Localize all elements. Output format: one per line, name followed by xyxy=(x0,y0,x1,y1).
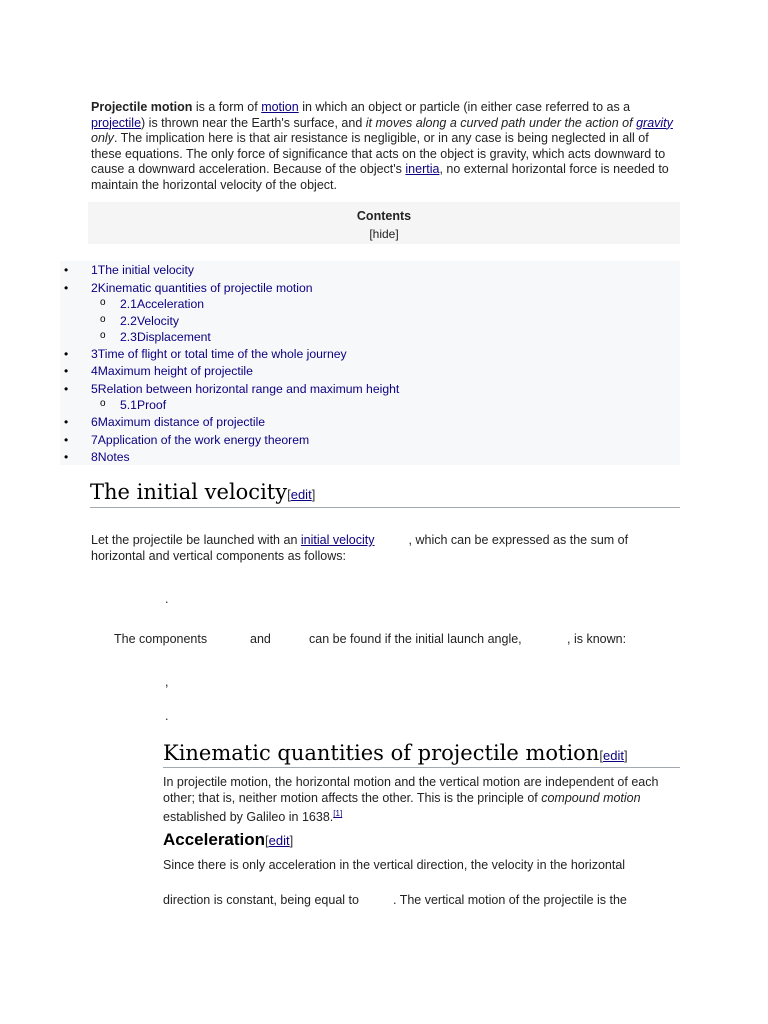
section-heading-initial-velocity xyxy=(90,480,315,504)
toc-item-number: 8 xyxy=(91,450,98,464)
link-projectile[interactable]: projectile xyxy=(91,115,142,130)
bullet-icon: • xyxy=(64,263,69,277)
toc-item-label: Velocity xyxy=(136,314,179,328)
link-motion[interactable]: motion xyxy=(261,100,299,114)
heading-rule xyxy=(90,507,680,508)
intro-text: ) is thrown near the Earth's surface, and xyxy=(141,115,366,130)
edit-link[interactable]: edit xyxy=(290,487,312,502)
bullet-icon: • xyxy=(64,450,69,464)
formula-period: . xyxy=(165,592,169,606)
link-gravity[interactable]: gravity xyxy=(636,115,673,130)
bracket: [ xyxy=(287,487,291,502)
bracket: [ xyxy=(265,833,269,848)
components-text: The components xyxy=(114,632,208,646)
toc-item-label: Application of the work energy theorem xyxy=(97,433,310,447)
bullet-icon: • xyxy=(64,281,69,295)
intro-text: in which an object or particle (in either case referred to as a xyxy=(298,100,631,114)
toc-item-label: Notes xyxy=(97,450,130,464)
para-text: Let the projectile be launched with an xyxy=(91,533,301,547)
toc-item-number: 7 xyxy=(91,433,98,447)
edit-section-link[interactable] xyxy=(287,487,315,502)
bracket: [ xyxy=(599,748,603,763)
bullet-icon: • xyxy=(64,415,69,429)
toc-item-label: Displacement xyxy=(136,330,211,344)
intro-italic: it moves along a curved path under the action of xyxy=(365,115,637,130)
para-italic: compound motion xyxy=(541,790,641,805)
edit-section-link[interactable] xyxy=(265,833,293,848)
toc-item-number: 2 xyxy=(91,281,98,295)
toc-title: Contents xyxy=(356,209,412,223)
intro-bold-term: Projectile motion xyxy=(91,100,193,114)
bullet-icon: • xyxy=(64,364,69,378)
bullet-icon: • xyxy=(64,347,69,361)
components-text-angle: can be found if the initial launch angle, xyxy=(309,632,522,646)
heading-rule xyxy=(163,767,680,768)
acceleration-paragraph-line2 xyxy=(163,893,627,909)
sub-bullet-icon: o xyxy=(100,297,106,308)
formula-comma: , xyxy=(165,675,169,689)
toc-list xyxy=(60,261,680,465)
toc-item-number: 5.1 xyxy=(120,398,137,412)
toc-header xyxy=(88,202,680,244)
toc-item-number: 6 xyxy=(91,415,98,429)
toc-item-number: 5 xyxy=(91,382,98,396)
reference-link[interactable]: [1] xyxy=(333,809,343,819)
bullet-icon: • xyxy=(64,382,69,396)
components-and: and xyxy=(250,632,271,646)
formula-period: . xyxy=(165,709,169,723)
link-inertia[interactable]: inertia xyxy=(405,162,440,177)
intro-paragraph xyxy=(91,100,681,194)
acceleration-paragraph-line1: Since there is only acceleration in the vertical direction, the velocity in the horizontal xyxy=(163,858,626,872)
toc-item-label: Maximum height of projectile xyxy=(97,364,253,378)
components-known: , is known: xyxy=(567,632,627,646)
toc-item-label: Time of flight or total time of the whole journey xyxy=(97,347,347,361)
toc-item-number: 2.2 xyxy=(120,314,137,328)
toc-item-number: 4 xyxy=(91,364,98,378)
bracket: ] xyxy=(623,748,628,763)
sub-bullet-icon: o xyxy=(100,398,106,409)
intro-text: is a form of xyxy=(192,100,262,114)
kinematic-paragraph xyxy=(163,775,663,826)
sub-bullet-icon: o xyxy=(100,314,106,325)
toc-item-number: 2.3 xyxy=(120,330,137,344)
intro-text: , no external horizontal force is needed to maintain the horizontal velocity of the object. xyxy=(91,162,669,192)
toc-item-number: 3 xyxy=(91,347,98,361)
toc-item-label: The initial velocity xyxy=(97,263,194,277)
sub-bullet-icon: o xyxy=(100,330,106,341)
link-initial-velocity[interactable]: initial velocity xyxy=(300,533,375,547)
toc-hide-toggle[interactable]: [hide] xyxy=(369,227,399,241)
bullet-icon: • xyxy=(64,433,69,447)
edit-link[interactable]: edit xyxy=(268,833,290,848)
bracket: ] xyxy=(311,487,316,502)
intro-italic: only xyxy=(91,131,114,146)
toc-item-label: Maximum distance of projectile xyxy=(97,415,266,429)
para-text: established by Galileo in 1638. xyxy=(163,810,334,825)
heading-text: The initial velocity xyxy=(90,480,288,504)
para-text: , which can be expressed as the sum of horizontal and vertical components as follows: xyxy=(91,533,629,563)
toc-item-label: Kinematic quantities of projectile motion xyxy=(97,281,313,295)
toc-item-number: 1 xyxy=(91,263,98,277)
toc-item-number: 2.1 xyxy=(120,297,137,311)
para-text: direction is constant, being equal to xyxy=(163,893,359,907)
toc-item-label: Relation between horizontal range and maximum height xyxy=(97,382,400,396)
heading-text: Acceleration xyxy=(163,830,266,849)
subsection-heading-acceleration xyxy=(163,830,293,850)
intro-text: . The implication here is that air resistance is negligible, or in any case is being neglected in all of these equations. The only force of significance that acts on the object is gravity, which acts downward to cause a downward acceleration. Because of the object's xyxy=(91,131,666,177)
bracket: ] xyxy=(289,833,294,848)
toc-item-label: Acceleration xyxy=(136,297,205,311)
edit-link[interactable]: edit xyxy=(602,748,624,763)
edit-section-link[interactable] xyxy=(599,748,627,763)
para-text: In projectile motion, the horizontal motion and the vertical motion are independent of each other; that is, neither motion affects the other. This is the principle of xyxy=(163,775,659,805)
initial-velocity-paragraph xyxy=(91,533,681,564)
heading-text: Kinematic quantities of projectile motion xyxy=(163,741,600,765)
toc-item-label: Proof xyxy=(136,398,167,412)
section-heading-kinematic-quantities xyxy=(163,741,628,765)
para-text: . The vertical motion of the projectile is the xyxy=(392,893,627,907)
